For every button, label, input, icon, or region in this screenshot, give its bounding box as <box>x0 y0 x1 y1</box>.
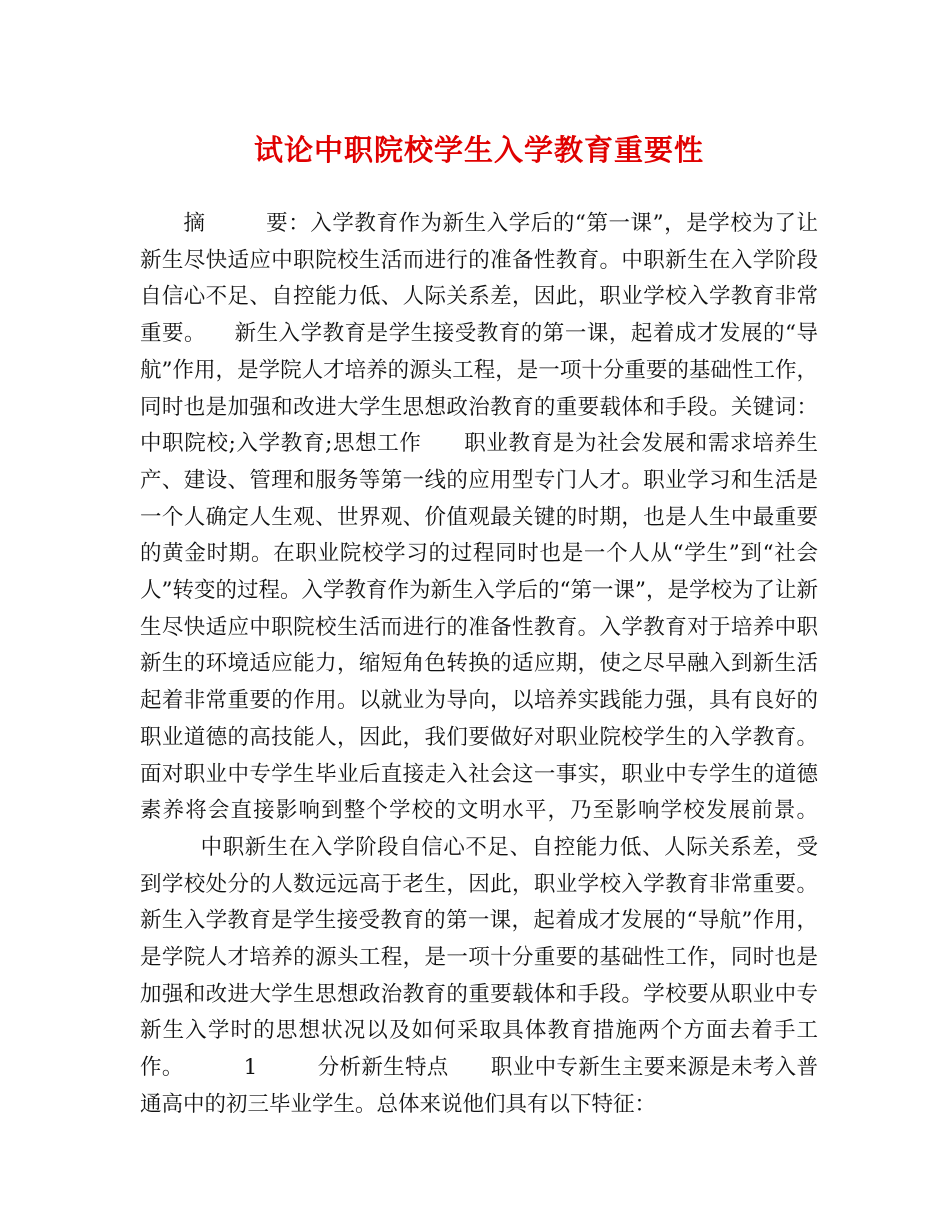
paragraph-1: 职业教育是为社会发展和需求培养生产、建设、管理和服务等第一线的应用型专门人才。职业学习和生活是一个人确定人生观、世界观、价值观最关键的时期，也是人生中最重要的黄金时期。在职业院校学习的过程同时也是一个人从“学生”到“社会人”转变的过程。入学教育作为新生入学后的“第一课”，是学校为了让新生尽快适应中职院校生活而进行的准备性教育。入学教育对于培养中职新生的环境适应能力，缩短角色转换的适应期，使之尽早融入到新生活起着非常重要的作用。以就业为导向，以培养实践能力强，具有良好的职业道德的高技能人，因此，我们要做好对职业院校学生的入学教育。面对职业中专学生毕业后直接走入社会这一事实，职业中专学生的道德素养将会直接影响到整个学校的文明水平，乃至影响学校发展前景。 <box>140 431 818 824</box>
paragraph-2: 中职新生在入学阶段自信心不足、自控能力低、人际关系差，受到学校处分的人数远远高于老生，因此，职业学校入学教育非常重要。新生入学教育是学生接受教育的第一课，起着成才发展的“导航”作用，是学院人才培养的源头工程，是一项十分重要的基础性工作，同时也是加强和改进大学生思想政治教育的重要载体和手段。学校要从职业中专新生入学时的思想状况以及如何采取具体教育措施两个方面去着手工作。 <box>140 834 818 1081</box>
keywords: 关键词：中职院校;入学教育;思想工作 <box>140 394 818 457</box>
section-number: 1 <box>243 1055 258 1081</box>
abstract-text: 入学教育作为新生入学后的“第一课”，是学校为了让新生尽快适应中职院校生活而进行的准备性教育。中职新生在入学阶段自信心不足、自控能力低、人际关系差，因此，职业学校入学教育非常重要。 <box>140 211 818 347</box>
section-title: 分析新生特点 <box>317 1055 449 1081</box>
document-title: 试论中职院校学生入学教育重要性 <box>253 133 704 167</box>
abstract-text-2: 新生入学教育是学生接受教育的第一课，起着成才发展的“导航”作用，是学院人才培养的源头工程，是一项十分重要的基础性工作，同时也是加强和改进大学生思想政治教育的重要载体和手段。 <box>140 321 818 420</box>
document-body <box>140 206 818 1124</box>
paragraph-3: 职业中专新生主要来源是未考入普通高中的初三毕业学生。总体来说他们具有以下特征： <box>140 1055 818 1117</box>
abstract-label-1: 摘 <box>183 211 206 236</box>
abstract-label-2: 要： <box>265 211 311 236</box>
